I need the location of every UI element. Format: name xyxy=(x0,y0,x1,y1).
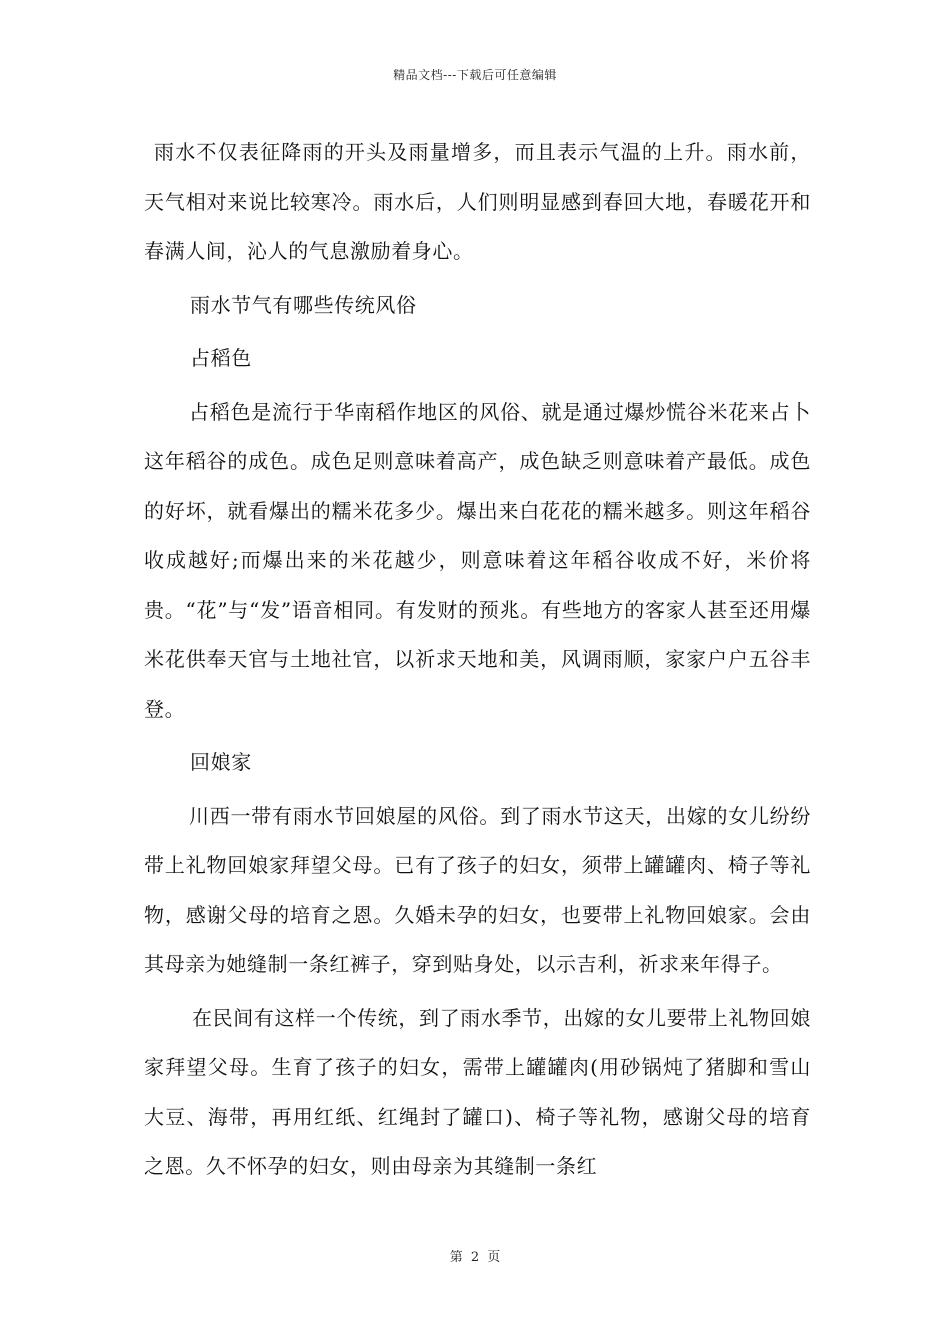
subheading-zhandaose: 占稻色 xyxy=(190,346,252,370)
subheading-huiniangjia: 回娘家 xyxy=(190,750,252,774)
page-number: 第 2 页 xyxy=(449,1250,501,1265)
paragraph-tradition: 在民间有这样一个传统，到了雨水季节，出嫁的女儿要带上礼物回娘家拜望父母。生育了孩子的妇女，需带上罐罐肉(用砂锅炖了猪脚和雪山大豆、海带，再用红纸、红绳封了罐口)、椅子等礼物，感谢父母的培育之恩。久不怀孕的妇女，则由母亲为其缝制一条红 xyxy=(144,1005,811,1178)
page-header: 精品文档---下载后可任意编辑 xyxy=(393,68,557,82)
paragraph-zhandaose: 占稻色是流行于华南稻作地区的风俗、就是通过爆炒慌谷米花来占卜这年稻谷的成色。成色足则意味着高产，成色缺乏则意味着产最低。成色的好坏，就看爆出的糯米花多少。爆出来白花花的糯米越多。则这年稻谷收成越好;而爆出来的米花越少，则意味着这年稻谷收成不好，米价将贵。“花”与“发”语音相同。有发财的预兆。有些地方的客家人甚至还用爆米花供奉天官与土地社官，以祈求天地和美，风调雨顺，家家户户五谷丰登。 xyxy=(144,399,811,721)
paragraph-intro: 雨水不仅表征降雨的开头及雨量增多，而且表示气温的上升。雨水前，天气相对来说比较寒冷。雨水后，人们则明显感到春回大地，春暖花开和春满人间，沁人的气息激励着身心。 xyxy=(144,140,811,263)
section-heading-customs: 雨水节气有哪些传统风俗 xyxy=(190,292,417,317)
paragraph-huiniangjia: 川西一带有雨水节回娘屋的风俗。到了雨水节这天，出嫁的女儿纷纷带上礼物回娘家拜望父母。已有了孩子的妇女，须带上罐罐肉、椅子等礼物，感谢父母的培育之恩。久婚未孕的妇女，也要带上礼物回娘家。会由其母亲为她缝制一条红裤子，穿到贴身处，以示吉利，祈求来年得子。 xyxy=(144,803,811,976)
document-body xyxy=(144,128,811,1196)
